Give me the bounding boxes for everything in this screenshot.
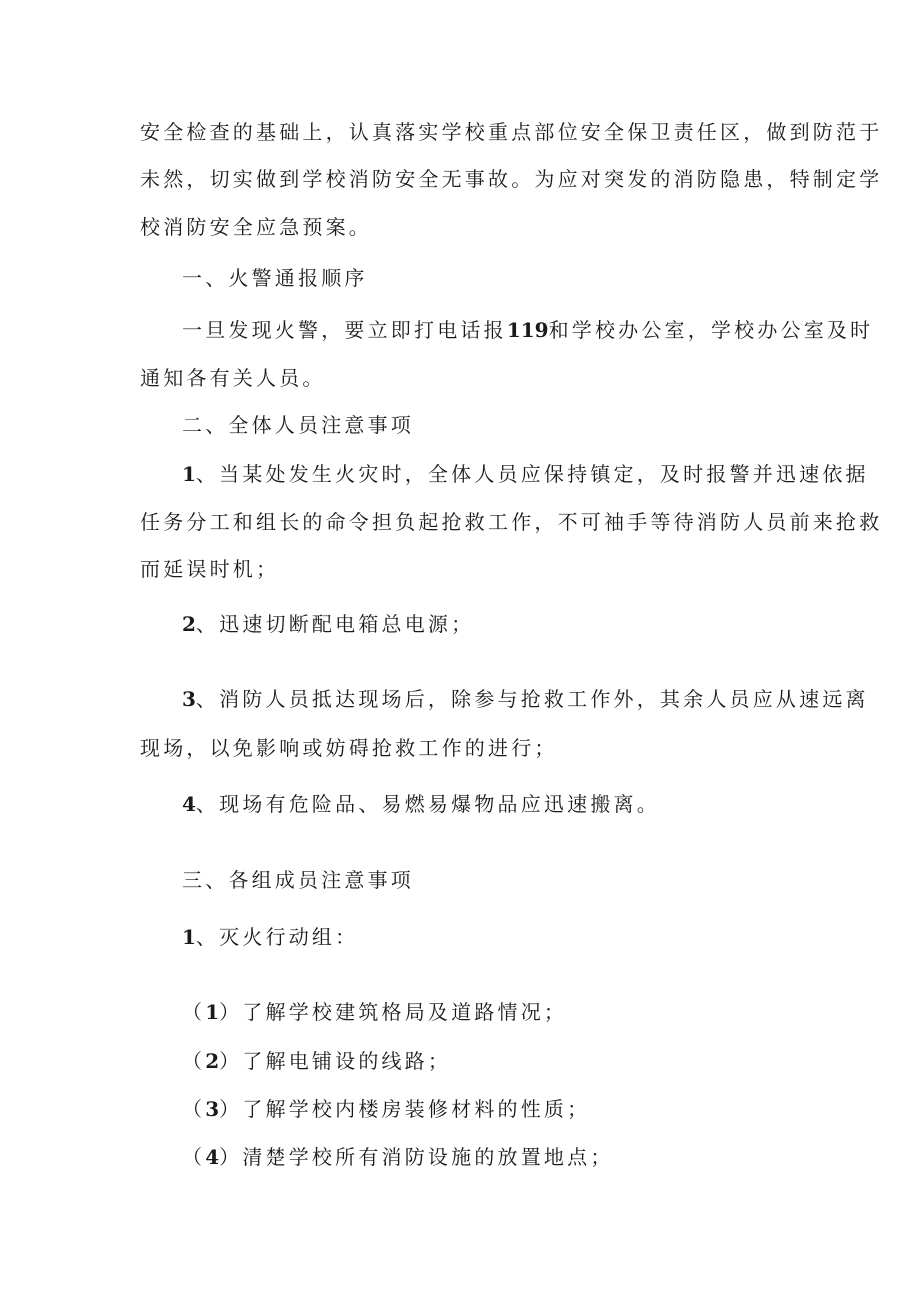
section2-item1-line-3: 而延误时机； xyxy=(140,557,280,581)
section3-heading: 三、各组成员注意事项 xyxy=(182,868,414,892)
paren-close: ） xyxy=(219,1000,243,1024)
item-text: 清楚学校所有消防设施的放置地点； xyxy=(242,1145,614,1169)
section2-item3-line-2: 现场，以免影响或妨碍抢救工作的进行； xyxy=(140,736,558,760)
section1-para-text-b: 和学校办公室，学校办公室及时 xyxy=(548,318,874,342)
paren-open: （ xyxy=(182,1000,206,1024)
section3-subitem-4 xyxy=(182,1145,614,1169)
item-text: 了解电铺设的线路； xyxy=(242,1049,452,1073)
paren-open: （ xyxy=(182,1097,206,1121)
section3-subitem-2 xyxy=(182,1049,451,1073)
section2-heading: 二、全体人员注意事项 xyxy=(182,413,414,437)
item-number: 1 xyxy=(182,925,196,949)
section2-item3-line-1 xyxy=(182,687,869,711)
intro-line-1: 安全检查的基础上，认真落实学校重点部位安全保卫责任区，做到防范于 xyxy=(140,120,883,144)
section2-item1-line-2: 任务分工和组长的命令担负起抢救工作，不可袖手等待消防人员前来抢救 xyxy=(140,510,883,534)
paren-open: （ xyxy=(182,1049,206,1073)
section3-subitem-3 xyxy=(182,1097,590,1121)
section1-para-line-2: 通知各有关人员。 xyxy=(140,366,326,390)
item-number: 4 xyxy=(205,1145,220,1169)
section1-heading: 一、火警通报顺序 xyxy=(182,266,368,290)
paren-close: ） xyxy=(219,1097,243,1121)
item-text: 、迅速切断配电箱总电源； xyxy=(195,612,475,636)
paren-open: （ xyxy=(182,1145,206,1169)
paren-close: ） xyxy=(219,1145,243,1169)
item-number: 1 xyxy=(205,1000,220,1024)
intro-line-2: 未然，切实做到学校消防安全无事故。为应对突发的消防隐患，特制定学 xyxy=(140,167,883,191)
intro-line-3: 校消防安全应急预案。 xyxy=(140,215,372,239)
item-text: 、灭火行动组： xyxy=(195,925,359,949)
item-text: 了解学校内楼房装修材料的性质； xyxy=(242,1097,591,1121)
item-number: 3 xyxy=(182,687,196,711)
item-number: 1 xyxy=(182,462,196,486)
item-number: 3 xyxy=(205,1097,220,1121)
item-number: 4 xyxy=(182,792,196,816)
item-number: 2 xyxy=(182,612,196,636)
item-text: 了解学校建筑格局及道路情况； xyxy=(242,1000,568,1024)
section2-item1-line-1 xyxy=(182,462,869,486)
section3-subitem-1 xyxy=(182,1000,567,1024)
item-text: 、消防人员抵达现场后，除参与抢救工作外，其余人员应从速远离 xyxy=(195,687,869,711)
section1-para-text-a: 一旦发现火警，要立即打电话报 xyxy=(182,318,507,342)
item-number: 2 xyxy=(205,1049,220,1073)
phone-number: 119 xyxy=(506,318,549,342)
paren-close: ） xyxy=(219,1049,243,1073)
section3-group1 xyxy=(182,925,358,949)
section2-item4 xyxy=(182,792,660,816)
section2-item2 xyxy=(182,612,474,636)
section1-para-line-1 xyxy=(182,318,873,342)
item-text: 、当某处发生火灾时，全体人员应保持镇定，及时报警并迅速依据 xyxy=(195,462,869,486)
item-text: 、现场有危险品、易燃易爆物品应迅速搬离。 xyxy=(195,792,660,816)
